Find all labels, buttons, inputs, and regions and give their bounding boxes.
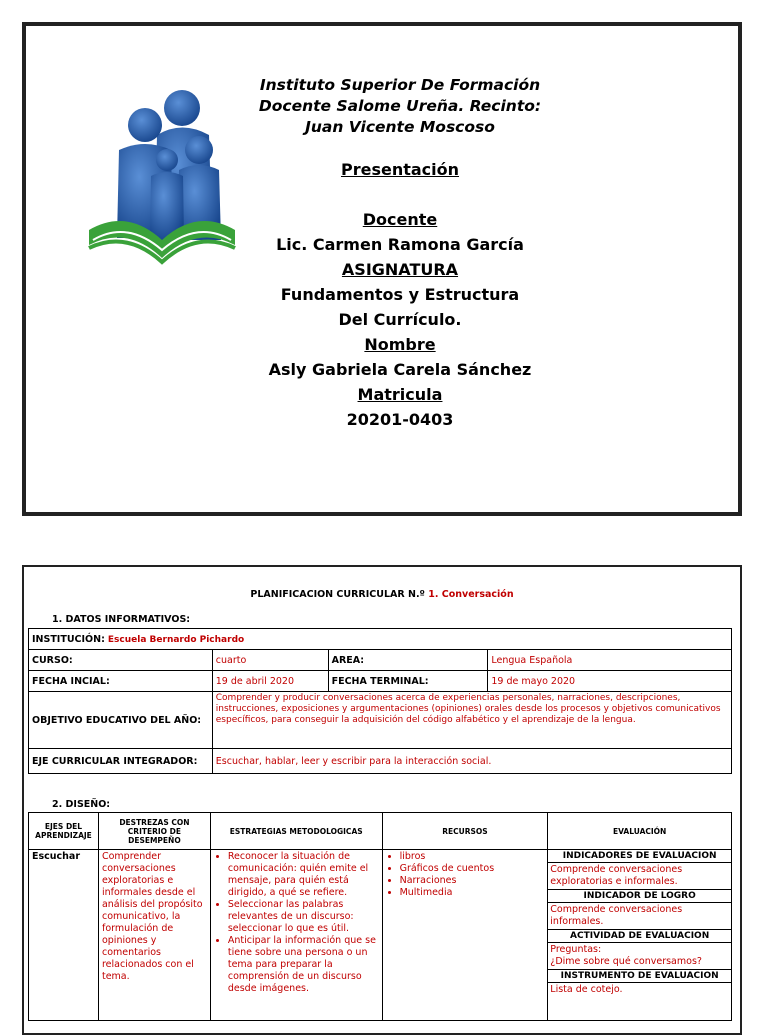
institution-line-2: Docente Salome Ureña. Recinto: [258, 97, 542, 115]
objective-row [29, 692, 732, 749]
header-ejes: EJES DEL APRENDIZAJE [29, 813, 99, 850]
eval-activity-line-1: Preguntas: [550, 944, 602, 955]
start-date-label: FECHA INCIAL: [29, 671, 213, 692]
area-label: AREA: [328, 650, 488, 671]
achievement-indicator-heading: INDICADOR DE LOGRO [548, 890, 731, 903]
course-value: cuarto [212, 650, 328, 671]
eval-instrument-value: Lista de cotejo. [550, 984, 623, 995]
estrategias-cell [210, 850, 382, 1021]
end-date-value: 19 de mayo 2020 [488, 671, 732, 692]
plan-title [24, 589, 740, 600]
subject-heading: ASIGNATURA [341, 260, 459, 279]
institution-line-1: Instituto Superior De Formación [259, 76, 541, 94]
info-table [28, 628, 732, 774]
student-name: Asly Gabriela Carela Sánchez [268, 360, 532, 379]
presentation-heading: Presentación [340, 160, 460, 179]
axis-row [29, 749, 732, 774]
teacher-heading: Docente [362, 210, 438, 229]
design-table [28, 812, 732, 1021]
cover-text-block [210, 75, 590, 432]
evaluacion-cell [548, 850, 732, 1021]
eval-activity-value [548, 943, 731, 970]
id-value: 20201-0403 [346, 410, 454, 429]
institution-value: Escuela Bernardo Pichardo [107, 634, 245, 645]
subject-line-1: Fundamentos y Estructura [280, 285, 520, 304]
objective-value: Comprender y producir conversaciones acerca de experiencias personales, narraciones, descripciones, instrucciones, exposiciones y argumentaciones (opiniones) orales desde los procesos y objetivos comunicativos específicos, para conseguir la adquisición del código alfabético y el aprendizaje de la lengua. [212, 692, 731, 749]
eje-cell: Escuchar [29, 850, 99, 1021]
recursos-cell [382, 850, 548, 1021]
institution-line-3: Juan Vicente Moscoso [305, 118, 495, 136]
teacher-name: Lic. Carmen Ramona García [276, 235, 524, 254]
design-row [29, 850, 732, 1021]
start-date-value: 19 de abril 2020 [212, 671, 328, 692]
dates-row [29, 671, 732, 692]
eval-indicators-heading: INDICADORES DE EVALUACION [548, 850, 731, 863]
eval-activity-heading: ACTIVIDAD DE EVALUACION [548, 930, 731, 943]
achievement-indicator-value: Comprende conversaciones informales. [548, 903, 731, 930]
area-value: Lengua Española [488, 650, 732, 671]
section-1-heading: 1. DATOS INFORMATIVOS: [52, 614, 191, 625]
destreza-cell: Comprender conversaciones exploratorias e informales desde el análisis del propósito comunicativo, la formulación de opiniones y comentarios relacionados con el tema. [98, 850, 210, 1021]
end-date-label: FECHA TERMINAL: [328, 671, 488, 692]
header-destrezas: DESTREZAS CON CRITERIO DE DESEMPEÑO [98, 813, 210, 850]
name-heading: Nombre [364, 335, 436, 354]
header-recursos: RECURSOS [382, 813, 548, 850]
resource-item: • libros [400, 851, 545, 863]
institution-row [29, 629, 732, 650]
eval-instrument-heading: INSTRUMENTO DE EVALUACION [548, 970, 731, 983]
course-row [29, 650, 732, 671]
header-estrategias: ESTRATEGIAS METODOLOGICAS [210, 813, 382, 850]
resource-item: • Gráficos de cuentos [400, 863, 545, 875]
subject-line-2: Del Currículo. [338, 310, 462, 329]
course-label: CURSO: [29, 650, 213, 671]
strategy-item: • Seleccionar las palabras relevantes de un discurso: seleccionar lo que es útil. [228, 899, 379, 935]
resource-item: • Multimedia [400, 887, 545, 899]
plan-title-prefix: PLANIFICACION CURRICULAR N.º [250, 589, 425, 600]
plan-title-suffix: 1. Conversación [428, 589, 514, 600]
resource-item: • Narraciones [400, 875, 545, 887]
eval-indicators-value: Comprende conversaciones exploratorias e informales. [548, 863, 731, 890]
cover-page [22, 22, 742, 516]
planning-page [22, 565, 742, 1035]
eval-activity-line-2: ¿Dime sobre qué conversamos? [550, 956, 702, 967]
objective-label: OBJETIVO EDUCATIVO DEL AÑO: [29, 692, 213, 749]
axis-label: EJE CURRICULAR INTEGRADOR: [29, 749, 213, 774]
strategy-item: • Reconocer la situación de comunicación: quién emite el mensaje, para quién está dirigido, a qué se refiere. [228, 851, 379, 899]
institution-label: INSTITUCIÓN: [32, 633, 105, 645]
header-evaluacion: EVALUACIÓN [548, 813, 732, 850]
id-heading: Matricula [357, 385, 443, 404]
design-header-row [29, 813, 732, 850]
axis-value: Escuchar, hablar, leer y escribir para la interacción social. [212, 749, 731, 774]
section-2-heading: 2. DISEÑO: [52, 799, 111, 810]
strategy-item: • Anticipar la información que se tiene sobre una persona o un tema para preparar la comprensión de un discurso desde imágenes. [228, 935, 379, 995]
